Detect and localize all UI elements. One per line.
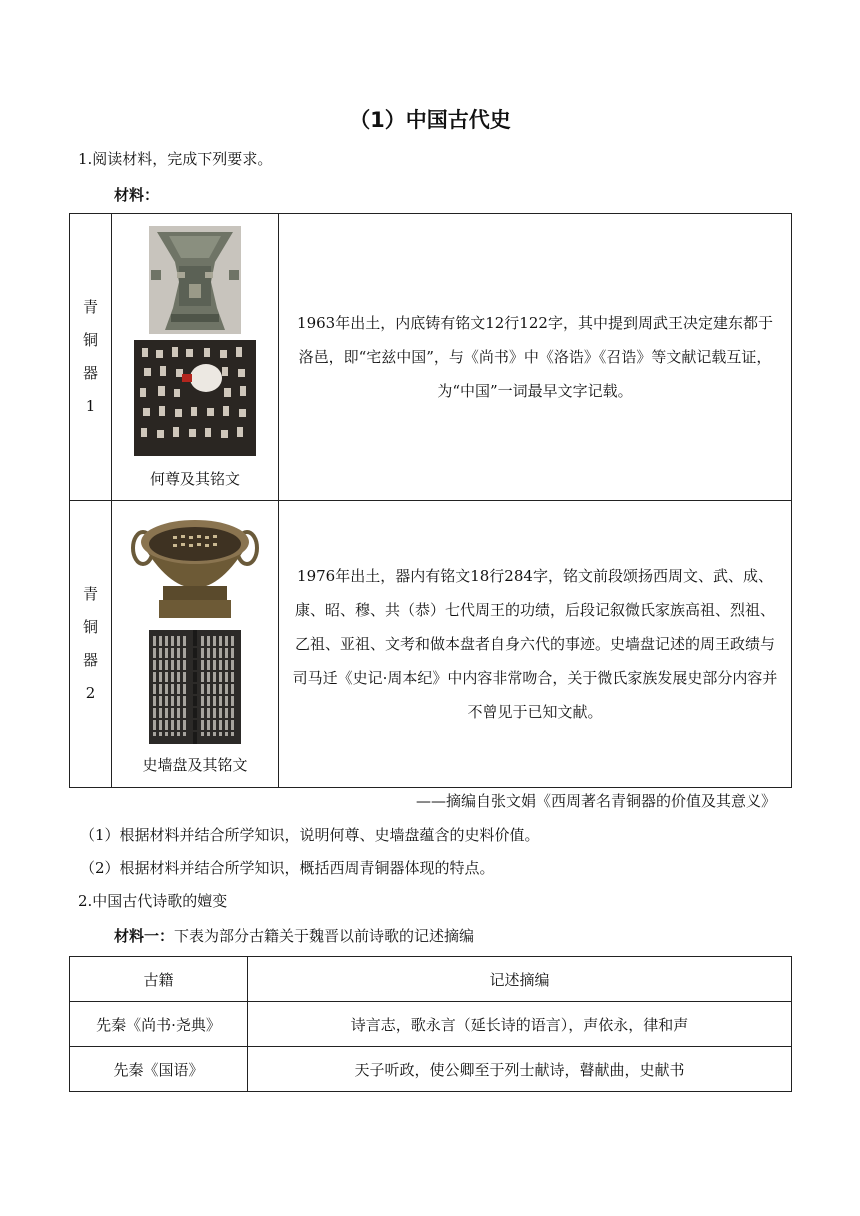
- he-zun-vessel-image: [149, 226, 241, 334]
- table-cell: 先秦《尚书·尧典》: [70, 1002, 248, 1047]
- description-cell: 1976年出土，器内有铭文18行284字，铭文前段颂扬西周文、武、成、康、昭、穆、共（恭）七代周王的功绩，后段记叙微氏家族高祖、烈祖、乙祖、亚祖、文考和做本盘者自身六代的事迹。史墙盘记述的周王政绩与司马迁《史记·周本纪》中内容非常吻合，关于微氏家族发展史部分内容并不曾见于已知文献。: [279, 501, 792, 788]
- sub-question-2: （2）根据材料并结合所学知识，概括西周青铜器体现的特点。: [80, 859, 495, 877]
- row-label-char: 1: [85, 397, 96, 415]
- he-zun-inscription-image: [134, 340, 256, 456]
- shi-qiang-pan-vessel-image: [127, 514, 263, 626]
- table-row: [70, 1002, 792, 1047]
- row-label-char: 青: [82, 298, 98, 316]
- table-cell: 先秦《国语》: [70, 1047, 248, 1092]
- table-cell: 诗言志，歌永言（延长诗的语言），声依永，律和声: [248, 1002, 792, 1047]
- source-citation: ——摘编自张文娟《西周著名青铜器的价值及其意义》: [415, 792, 776, 810]
- description-cell: 1963年出土，内底铸有铭文12行122字，其中提到周武王决定建东都于洛邑，即“宅兹中国”，与《尚书》中《洛诰》《召诰》等文献记载互证，为“中国”一词最早文字记载。: [279, 214, 792, 501]
- image-caption: 何尊及其铭文: [149, 469, 240, 488]
- table-row: [70, 501, 792, 788]
- column-header: 记述摘编: [248, 957, 792, 1002]
- shi-qiang-pan-inscription-image: [149, 630, 241, 744]
- sub-question-1: （1）根据材料并结合所学知识，说明何尊、史墙盘蕴含的史料价值。: [80, 826, 540, 844]
- row-label-char: 器: [82, 651, 98, 669]
- question-2-intro: 2.中国古代诗歌的嬗变: [78, 892, 228, 910]
- row-label-char: 器: [82, 364, 98, 382]
- table-cell: 天子听政，使公卿至于列士献诗，瞽献曲，史献书: [248, 1047, 792, 1092]
- row-label-cell: [70, 214, 112, 501]
- table-row: [70, 1047, 792, 1092]
- row-label-char: 铜: [82, 331, 98, 349]
- question-1-intro: 1.阅读材料，完成下列要求。: [78, 150, 273, 168]
- row-label-cell: [70, 501, 112, 788]
- image-cell: [112, 501, 279, 788]
- table-row: [70, 214, 792, 501]
- row-label-char: 青: [82, 585, 98, 603]
- page-title: （1）中国古代史: [349, 108, 511, 132]
- material-label: 材料：: [114, 186, 160, 204]
- row-label-char: 2: [85, 684, 96, 702]
- row-label-char: 铜: [82, 618, 98, 636]
- bronze-table: [69, 213, 792, 788]
- image-cell: [112, 214, 279, 501]
- ancient-texts-table: [69, 956, 792, 1092]
- material-one-label: 材料一：: [114, 927, 175, 945]
- table-header-row: [70, 957, 792, 1002]
- material-one-description: 下表为部分古籍关于魏晋以前诗歌的记述摘编: [174, 927, 475, 945]
- column-header: 古籍: [70, 957, 248, 1002]
- image-caption: 史墙盘及其铭文: [142, 755, 248, 774]
